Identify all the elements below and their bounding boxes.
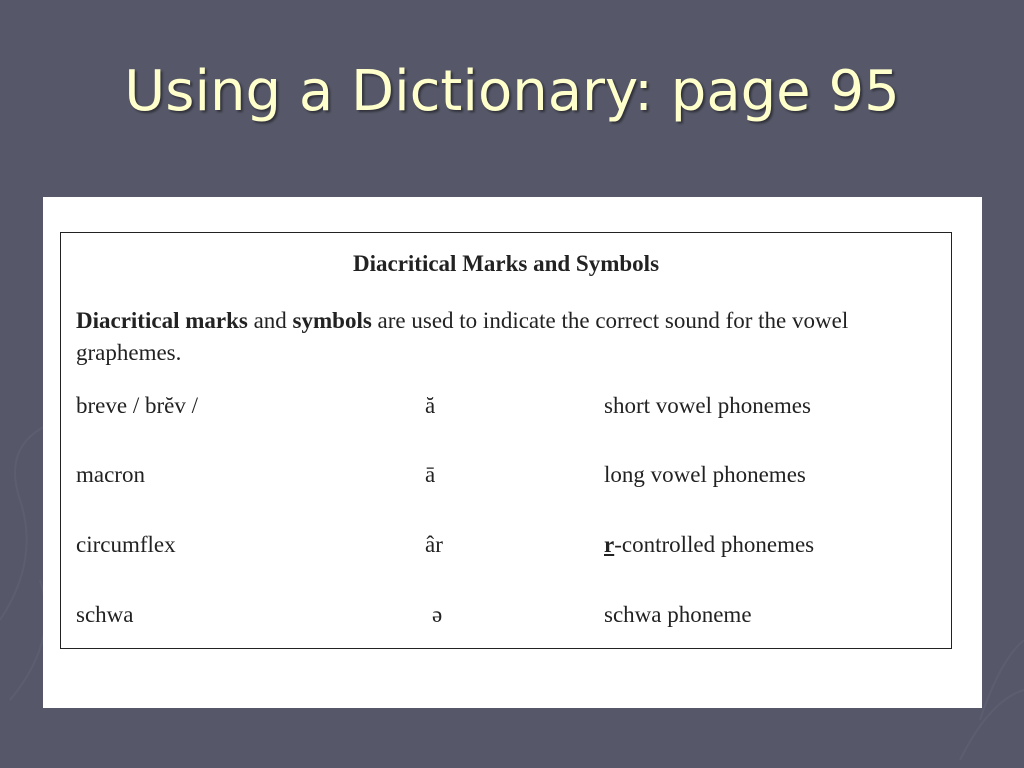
- mark-description: short vowel phonemes: [604, 393, 811, 418]
- slide-title: Using a Dictionary: page 95: [124, 59, 900, 124]
- intro-bold-diacritical: Diacritical marks: [76, 308, 248, 333]
- mark-description: schwa phoneme: [604, 602, 752, 627]
- mark-symbol: ă: [425, 393, 436, 418]
- dictionary-page-image: [43, 197, 982, 708]
- table-row-circumflex: [76, 529, 946, 561]
- mark-symbol: âr: [425, 532, 443, 557]
- r-underlined: r: [604, 532, 615, 557]
- intro-bold-symbols: symbols: [292, 308, 372, 333]
- mark-name: schwa: [76, 602, 134, 627]
- mark-name: breve / brĕv /: [76, 393, 198, 418]
- mark-description-rest: -controlled phonemes: [614, 532, 815, 557]
- mark-symbol: ā: [425, 462, 436, 487]
- intro-paragraph: [76, 305, 946, 369]
- mark-description: [604, 529, 814, 561]
- diacritical-table: [60, 232, 952, 649]
- mark-description: long vowel phonemes: [604, 462, 806, 487]
- intro-and: and: [247, 308, 293, 333]
- table-heading: Diacritical Marks and Symbols: [352, 251, 660, 276]
- mark-name: circumflex: [76, 532, 176, 557]
- table-row-macron: [76, 459, 946, 491]
- mark-name: macron: [76, 462, 145, 487]
- mark-symbol: ə: [432, 602, 443, 627]
- table-row-schwa: [76, 599, 946, 631]
- table-row-breve: [76, 390, 946, 422]
- intro-rest: are used to indicate the correct sound for the vowel graphemes.: [76, 308, 849, 365]
